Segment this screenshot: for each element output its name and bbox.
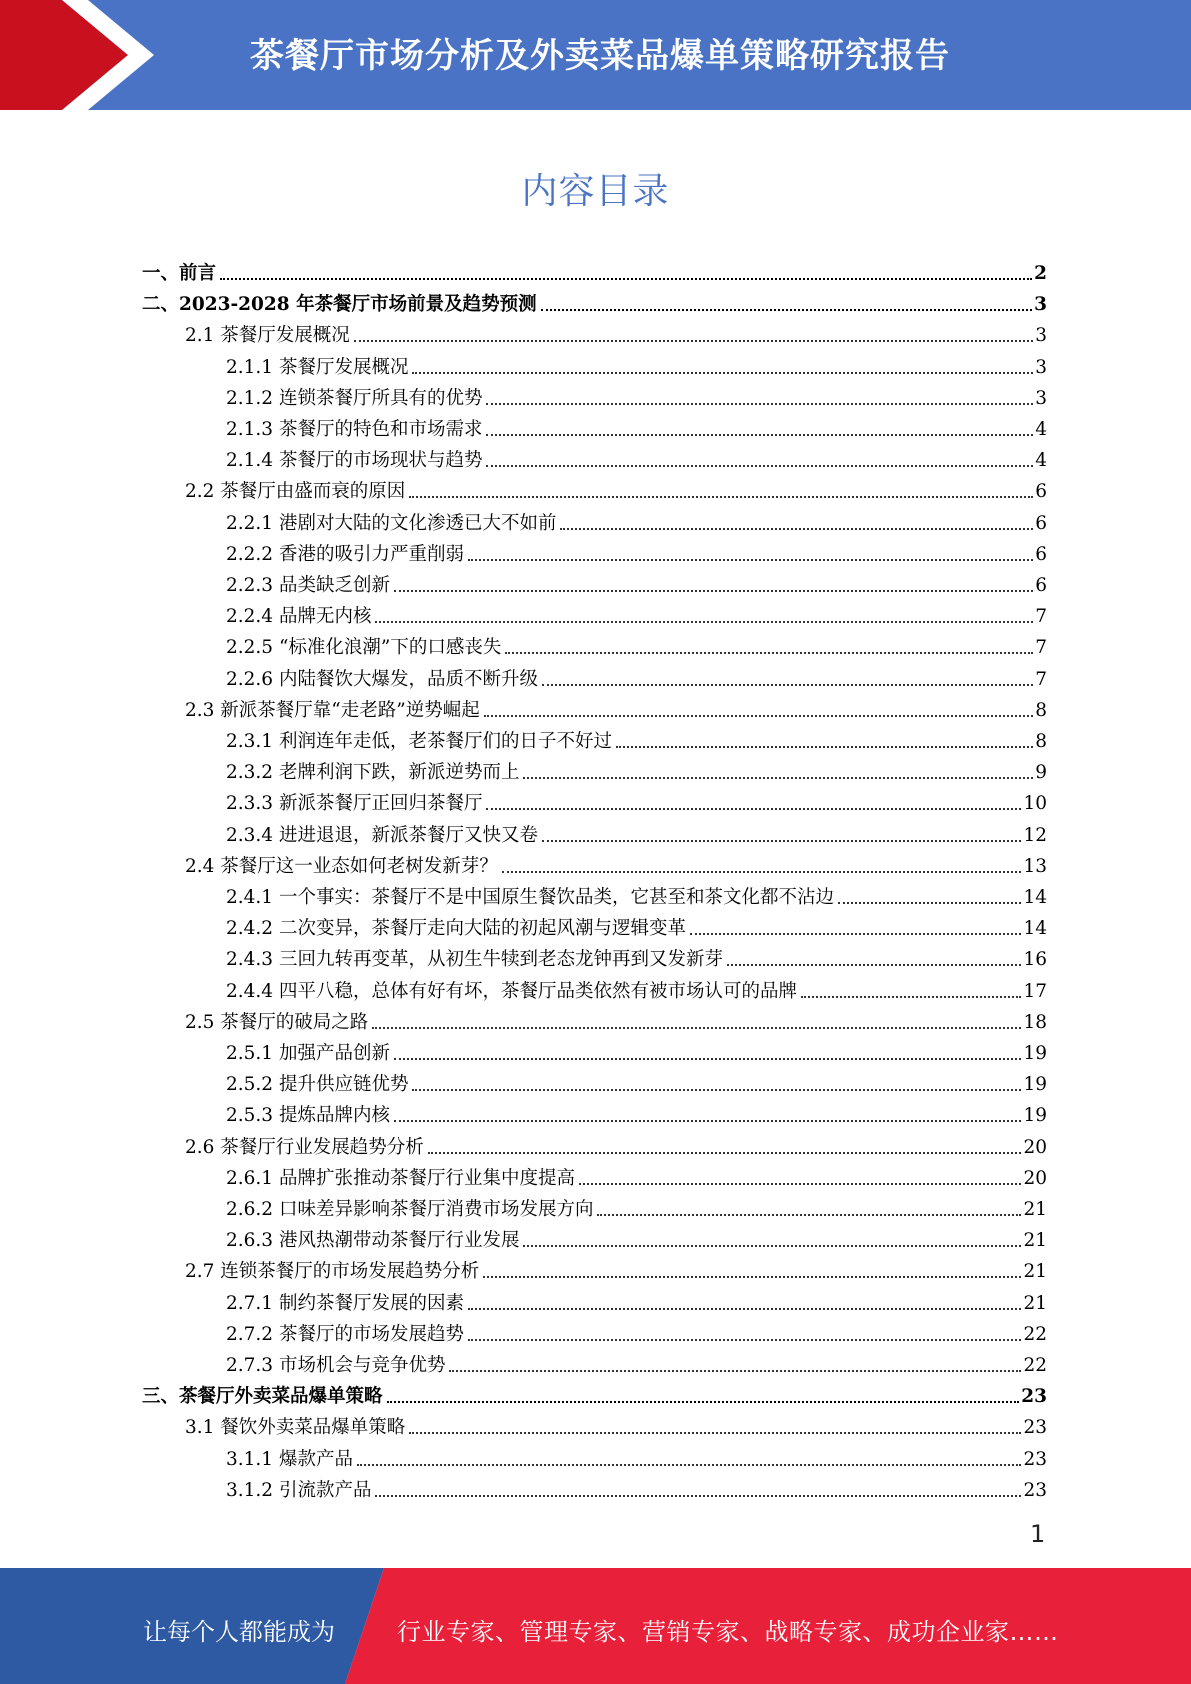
toc-leader-dots (560, 527, 1033, 530)
toc-entry-page: 7 (1035, 637, 1047, 659)
toc-entry-label: 2.6.2 口味差异影响茶餐厅消费市场发展方向 (226, 1199, 594, 1220)
toc-entry[interactable] (226, 628, 1047, 659)
toc-entry-label: 3.1.2 引流款产品 (226, 1479, 372, 1501)
toc-heading: 内容目录 (521, 171, 670, 212)
toc-entry-page: 6 (1035, 481, 1047, 503)
toc-entry[interactable] (226, 1284, 1047, 1315)
toc-entry-page: 3 (1035, 325, 1047, 347)
toc-entry-label: 2.1.1 茶餐厅发展概况 (226, 356, 409, 378)
toc-entry-label: 2.6.3 港风热潮带动茶餐厅行业发展 (226, 1230, 520, 1252)
toc-leader-dots (801, 995, 1021, 998)
toc-leader-dots (394, 1057, 1021, 1060)
toc-entry-label: 3.1 餐饮外卖菜品爆单策略 (185, 1417, 406, 1439)
toc-entry-page: 20 (1023, 1136, 1047, 1158)
toc-leader-dots (409, 1431, 1021, 1434)
toc-entry-label: 一、前言 (142, 263, 217, 284)
toc-entry[interactable] (226, 1221, 1047, 1252)
toc-entry-page: 17 (1023, 980, 1047, 1002)
toc-leader-dots (468, 1338, 1021, 1341)
toc-entry-page: 23 (1023, 1479, 1047, 1501)
toc-entry-page: 9 (1035, 762, 1047, 784)
toc-entry-label: 2.2.2 香港的吸引力严重削弱 (226, 543, 464, 565)
toc-leader-dots (394, 1119, 1021, 1122)
toc-entry-page: 7 (1035, 668, 1047, 690)
toc-entry-label: 2.3.4 进进退退，新派茶餐厅又快又卷 (226, 824, 538, 846)
toc-entry-label: 2.5.3 提炼品牌内核 (226, 1105, 390, 1127)
toc-entry[interactable] (185, 1408, 1047, 1439)
toc-entry-page: 22 (1023, 1355, 1047, 1376)
toc-leader-dots (372, 1026, 1021, 1029)
footer-banner (0, 1568, 1191, 1684)
toc-leader-dots (838, 901, 1021, 904)
toc-entry-page: 3 (1034, 294, 1047, 316)
footer-slogan-left: 让每个人都能成为 (143, 1618, 335, 1646)
toc-leader-dots (486, 807, 1021, 810)
toc-entry-label: 二、2023-2028 年茶餐厅市场前景及趋势预测 (142, 294, 537, 316)
toc-entry-label: 2.2.5 “标准化浪潮”下的口感丧失 (226, 637, 502, 659)
toc-entry[interactable] (226, 348, 1047, 379)
toc-entry[interactable] (226, 535, 1047, 566)
toc-leader-dots (220, 277, 1032, 280)
toc-entry[interactable] (226, 784, 1047, 815)
toc-entry-label: 3.1.1 爆款产品 (226, 1448, 353, 1470)
toc-entry-label: 2.4.3 三回九转再变革，从初生牛犊到老态龙钟再到又发新芽 (226, 949, 723, 971)
toc-entry-page: 8 (1035, 699, 1047, 721)
toc-entry-page: 12 (1023, 824, 1047, 846)
toc-leader-dots (542, 839, 1021, 842)
toc-leader-dots (523, 776, 1033, 779)
toc-entry-label: 2.5 茶餐厅的破局之路 (185, 1011, 369, 1033)
toc-entry[interactable] (185, 472, 1047, 503)
toc-leader-dots (449, 1369, 1021, 1372)
toc-entry-label: 2.1.3 茶餐厅的特色和市场需求 (226, 419, 483, 440)
toc-entry[interactable] (142, 285, 1047, 316)
toc-entry[interactable] (226, 660, 1047, 691)
toc-entry-page: 10 (1023, 793, 1047, 815)
toc-leader-dots (486, 402, 1033, 405)
toc-entry[interactable] (226, 1471, 1047, 1502)
toc-entry[interactable] (185, 847, 1047, 878)
toc-entry-page: 21 (1023, 1199, 1047, 1220)
toc-entry-page: 23 (1023, 1448, 1047, 1470)
toc-leader-dots (409, 495, 1033, 498)
toc-entry[interactable] (226, 816, 1047, 847)
toc-entry-page: 19 (1023, 1043, 1047, 1064)
report-title: 茶餐厅市场分析及外卖菜品爆单策略研究报告 (250, 36, 950, 76)
header-banner (0, 0, 1191, 110)
toc-leader-dots (579, 1182, 1021, 1185)
toc-entry[interactable] (185, 1003, 1047, 1034)
toc-entry[interactable] (226, 753, 1047, 784)
toc-leader-dots (357, 1463, 1022, 1466)
toc-entry-label: 2.7.3 市场机会与竞争优势 (226, 1355, 446, 1376)
toc-leader-dots (505, 651, 1033, 654)
toc-entry[interactable] (226, 722, 1047, 753)
toc-entry-label: 2.6 茶餐厅行业发展趋势分析 (185, 1136, 424, 1158)
toc-entry[interactable] (226, 909, 1047, 940)
toc-entry[interactable] (226, 504, 1047, 535)
toc-entry-label: 2.1.2 连锁茶餐厅所具有的优势 (226, 387, 483, 409)
toc-leader-dots (597, 1213, 1021, 1216)
toc-entry-label: 2.3.2 老牌利润下跌，新派逆势而上 (226, 762, 520, 784)
toc-leader-dots (412, 1088, 1021, 1091)
toc-entry[interactable] (226, 1034, 1047, 1065)
toc-leader-dots (542, 683, 1033, 686)
toc-entry[interactable] (226, 1096, 1047, 1127)
toc-entry-label: 2.2.4 品牌无内核 (226, 606, 372, 628)
toc-entry[interactable] (226, 940, 1047, 971)
toc-entry-label: 2.1.4 茶餐厅的市场现状与趋势 (226, 450, 483, 472)
toc-entry-label: 2.5.1 加强产品创新 (226, 1043, 390, 1064)
toc-leader-dots (727, 963, 1021, 966)
toc-leader-dots (468, 1307, 1021, 1310)
toc-entry[interactable] (226, 1159, 1047, 1190)
toc-entry[interactable] (185, 1128, 1047, 1159)
toc-entry-label: 2.2 茶餐厅由盛而衰的原因 (185, 481, 406, 503)
toc-entry[interactable] (226, 878, 1047, 909)
toc-leader-dots (484, 714, 1034, 717)
toc-entry-label: 2.7.1 制约茶餐厅发展的因素 (226, 1292, 464, 1314)
toc-leader-dots (541, 308, 1033, 311)
toc-entry[interactable] (226, 441, 1047, 472)
toc-entry-page: 14 (1023, 918, 1047, 940)
toc-leader-dots (375, 1494, 1021, 1497)
toc-entry-label: 2.2.6 内陆餐饮大爆发，品质不断升级 (226, 668, 538, 690)
toc-entry-label: 2.4.1 一个事实：茶餐厅不是中国原生餐饮品类，它甚至和茶文化都不沾边 (226, 887, 834, 908)
toc-entry-page: 19 (1023, 1105, 1047, 1127)
toc-entry-page: 21 (1023, 1230, 1047, 1252)
toc-entry-page: 2 (1034, 263, 1047, 284)
toc-entry-page: 23 (1021, 1386, 1047, 1408)
toc-leader-dots (502, 870, 1022, 873)
toc-entry[interactable] (226, 597, 1047, 628)
page-number: 1 (1030, 1520, 1046, 1548)
toc-entry-page: 21 (1023, 1261, 1047, 1283)
toc-entry-label: 2.3.1 利润连年走低，老茶餐厅们的日子不好过 (226, 731, 612, 752)
toc-entry-page: 18 (1023, 1011, 1047, 1033)
toc-entry-page: 19 (1023, 1074, 1047, 1096)
toc-entry-label: 2.6.1 品牌扩张推动茶餐厅行业集中度提高 (226, 1167, 575, 1189)
toc-entry-page: 8 (1035, 731, 1047, 752)
toc-entry-page: 22 (1023, 1323, 1047, 1345)
toc-leader-dots (486, 433, 1033, 436)
toc-entry[interactable] (226, 1065, 1047, 1096)
toc-leader-dots (412, 371, 1033, 374)
toc-entry-page: 3 (1035, 356, 1047, 378)
toc-entry[interactable] (226, 566, 1047, 597)
toc-leader-dots (394, 589, 1033, 592)
toc-entry-page: 16 (1023, 949, 1047, 971)
toc-leader-dots (428, 1151, 1022, 1154)
toc-leader-dots (387, 1400, 1020, 1403)
toc-entry[interactable] (226, 1315, 1047, 1346)
toc-leader-dots (468, 558, 1033, 561)
toc-entry-page: 6 (1035, 575, 1047, 596)
toc-entry-page: 14 (1023, 887, 1047, 908)
toc-entry-label: 2.2.3 品类缺乏创新 (226, 575, 390, 596)
toc-entry[interactable] (185, 316, 1047, 347)
toc-entry-page: 7 (1035, 606, 1047, 628)
toc-entry-label: 三、茶餐厅外卖菜品爆单策略 (142, 1386, 383, 1408)
toc-leader-dots (486, 464, 1033, 467)
toc-leader-dots (483, 1275, 1021, 1278)
toc-entry-page: 4 (1035, 419, 1047, 440)
toc-entry-label: 2.1 茶餐厅发展概况 (185, 325, 350, 347)
toc-entry-label: 2.3 新派茶餐厅靠“走老路”逆势崛起 (185, 699, 480, 721)
toc-leader-dots (523, 1244, 1021, 1247)
toc-entry-page: 13 (1023, 855, 1047, 877)
toc-entry-page: 6 (1035, 543, 1047, 565)
toc-entry-label: 2.2.1 港剧对大陆的文化渗透已大不如前 (226, 512, 557, 534)
toc-entry-page: 3 (1035, 387, 1047, 409)
toc-entry[interactable] (226, 1346, 1047, 1377)
toc-entry-label: 2.7 连锁茶餐厅的市场发展趋势分析 (185, 1261, 480, 1283)
toc-leader-dots (690, 932, 1021, 935)
toc-entry[interactable] (185, 691, 1047, 722)
toc-entry-page: 20 (1023, 1167, 1047, 1189)
toc-entry[interactable] (185, 1252, 1047, 1283)
toc-leader-dots (375, 620, 1033, 623)
toc-entry-label: 2.3.3 新派茶餐厅正回归茶餐厅 (226, 793, 483, 815)
toc-leader-dots (354, 339, 1033, 342)
footer-slogan-right: 行业专家、管理专家、营销专家、战略专家、成功企业家…… (397, 1618, 1059, 1646)
toc-entry-label: 2.7.2 茶餐厅的市场发展趋势 (226, 1323, 464, 1345)
toc-entry[interactable] (226, 972, 1047, 1003)
toc-entry-label: 2.4 茶餐厅这一业态如何老树发新芽？ (185, 855, 498, 877)
toc-entry-page: 6 (1035, 512, 1047, 534)
toc-entry[interactable] (226, 410, 1047, 441)
toc-entry[interactable] (226, 1440, 1047, 1471)
toc-entry[interactable] (142, 254, 1047, 285)
toc-entry[interactable] (226, 1190, 1047, 1221)
toc-leader-dots (616, 745, 1033, 748)
toc-entry-page: 4 (1035, 450, 1047, 472)
toc-entry-label: 2.4.2 二次变异，茶餐厅走向大陆的初起风潮与逻辑变革 (226, 918, 686, 940)
toc-entry-label: 2.4.4 四平八稳，总体有好有坏，茶餐厅品类依然有被市场认可的品牌 (226, 980, 797, 1002)
toc-entry[interactable] (226, 379, 1047, 410)
toc-entry-page: 21 (1023, 1292, 1047, 1314)
toc-entry-label: 2.5.2 提升供应链优势 (226, 1074, 409, 1096)
toc-entry[interactable] (142, 1377, 1047, 1408)
toc-entry-page: 23 (1023, 1417, 1047, 1439)
